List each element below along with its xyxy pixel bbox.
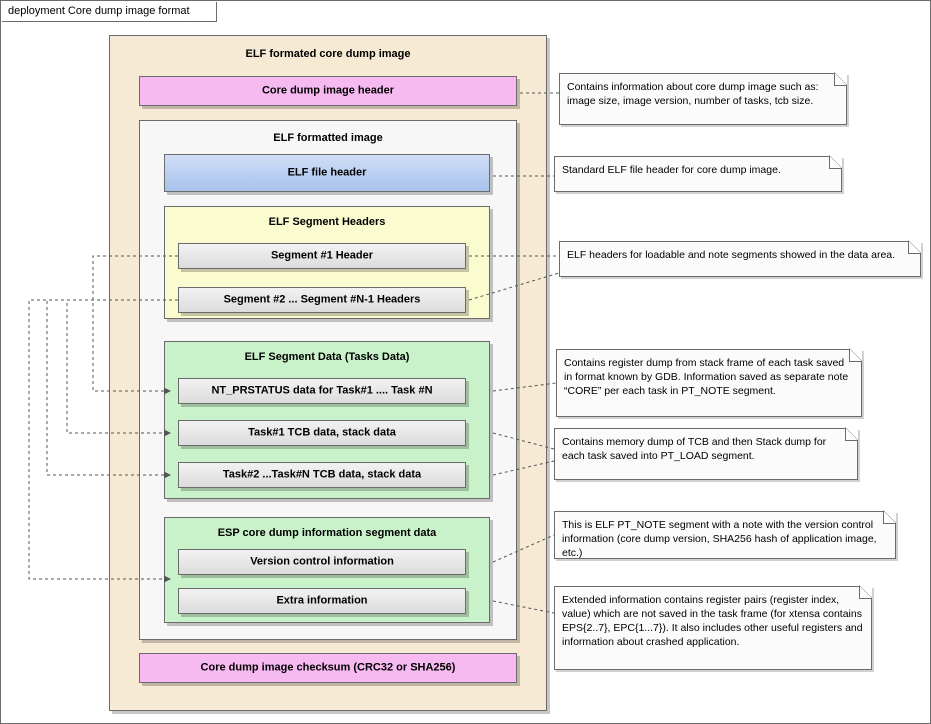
- block-core-dump-image-checksum-label: Core dump image checksum (CRC32 or SHA256): [200, 661, 456, 674]
- note-fold-icon: [908, 241, 921, 254]
- note-core-dump-image-header-text: Contains information about core dump image such as: image size, image version, number of tasks, tcb size.: [567, 81, 819, 107]
- note-extra-information-text: Extended information contains register pairs (register index, value) which are not saved in the task frame (for xtensa contains EPS{2..7}, EPC{1...7}). It also includes other useful registers and information about crashed application.: [562, 594, 863, 648]
- block-extra-information: [178, 588, 466, 614]
- note-elf-segment-headers: [559, 241, 921, 277]
- block-elf-file-header-label: ELF file header: [287, 166, 367, 179]
- block-extra-information-label: Extra information: [276, 594, 368, 607]
- note-fold-icon: [834, 73, 847, 86]
- block-elf-formatted-image-title: ELF formatted image: [273, 132, 383, 144]
- note-extra-information: [554, 586, 872, 670]
- note-elf-segment-headers-text: ELF headers for loadable and note segments showed in the data area.: [567, 249, 896, 261]
- block-nt-prstatus-data: [178, 378, 466, 404]
- note-fold-icon: [845, 428, 858, 441]
- note-fold-icon: [859, 586, 872, 599]
- note-tcb-stack-dump: [554, 428, 858, 480]
- block-segment-2-to-n-1-headers: [178, 287, 466, 313]
- note-elf-file-header-text: Standard ELF file header for core dump image.: [562, 164, 781, 176]
- note-version-control-info: [554, 511, 896, 559]
- block-elf-segment-data-title: ELF Segment Data (Tasks Data): [244, 351, 410, 363]
- block-esp-core-dump-info-segment-title: ESP core dump information segment data: [217, 527, 437, 539]
- block-core-dump-image-checksum: [139, 653, 517, 683]
- block-task2-to-n-tcb-data-label: Task#2 ...Task#N TCB data, stack data: [222, 468, 422, 481]
- block-elf-file-header: [164, 154, 490, 192]
- block-task2-to-n-tcb-data: [178, 462, 466, 488]
- block-nt-prstatus-data-label: NT_PRSTATUS data for Task#1 .... Task #N: [211, 384, 433, 397]
- block-core-dump-image-header-label: Core dump image header: [261, 84, 395, 97]
- frame-tab-label: deployment Core dump image format: [8, 5, 190, 17]
- block-version-control-information-label: Version control information: [250, 555, 394, 568]
- note-version-control-info-text: This is ELF PT_NOTE segment with a note with the version control information (core dump version, SHA256 hash of application image, etc.): [562, 519, 877, 559]
- frame-tab: [2, 2, 217, 22]
- note-nt-prstatus-text: Contains register dump from stack frame of each task saved in format known by GDB. Information saved as separate note “CORE” per each task in PT_NOTE segment.: [564, 357, 849, 397]
- note-nt-prstatus: [556, 349, 862, 417]
- block-core-dump-image-header: [139, 76, 517, 106]
- outer-container-title: ELF formated core dump image: [245, 48, 411, 60]
- block-task1-tcb-data-label: Task#1 TCB data, stack data: [248, 426, 396, 439]
- note-fold-icon: [829, 156, 842, 169]
- block-segment-1-header-label: Segment #1 Header: [270, 249, 374, 262]
- note-elf-file-header: [554, 156, 842, 192]
- note-fold-icon: [883, 511, 896, 524]
- note-core-dump-image-header: [559, 73, 847, 125]
- note-tcb-stack-dump-text: Contains memory dump of TCB and then Stack dump for each task saved into PT_LOAD segment.: [562, 436, 827, 462]
- block-segment-1-header: [178, 243, 466, 269]
- block-segment-2-to-n-1-headers-label: Segment #2 ... Segment #N-1 Headers: [223, 293, 421, 306]
- note-fold-icon: [849, 349, 862, 362]
- block-version-control-information: [178, 549, 466, 575]
- block-task1-tcb-data: [178, 420, 466, 446]
- block-elf-segment-headers-title: ELF Segment Headers: [268, 216, 386, 228]
